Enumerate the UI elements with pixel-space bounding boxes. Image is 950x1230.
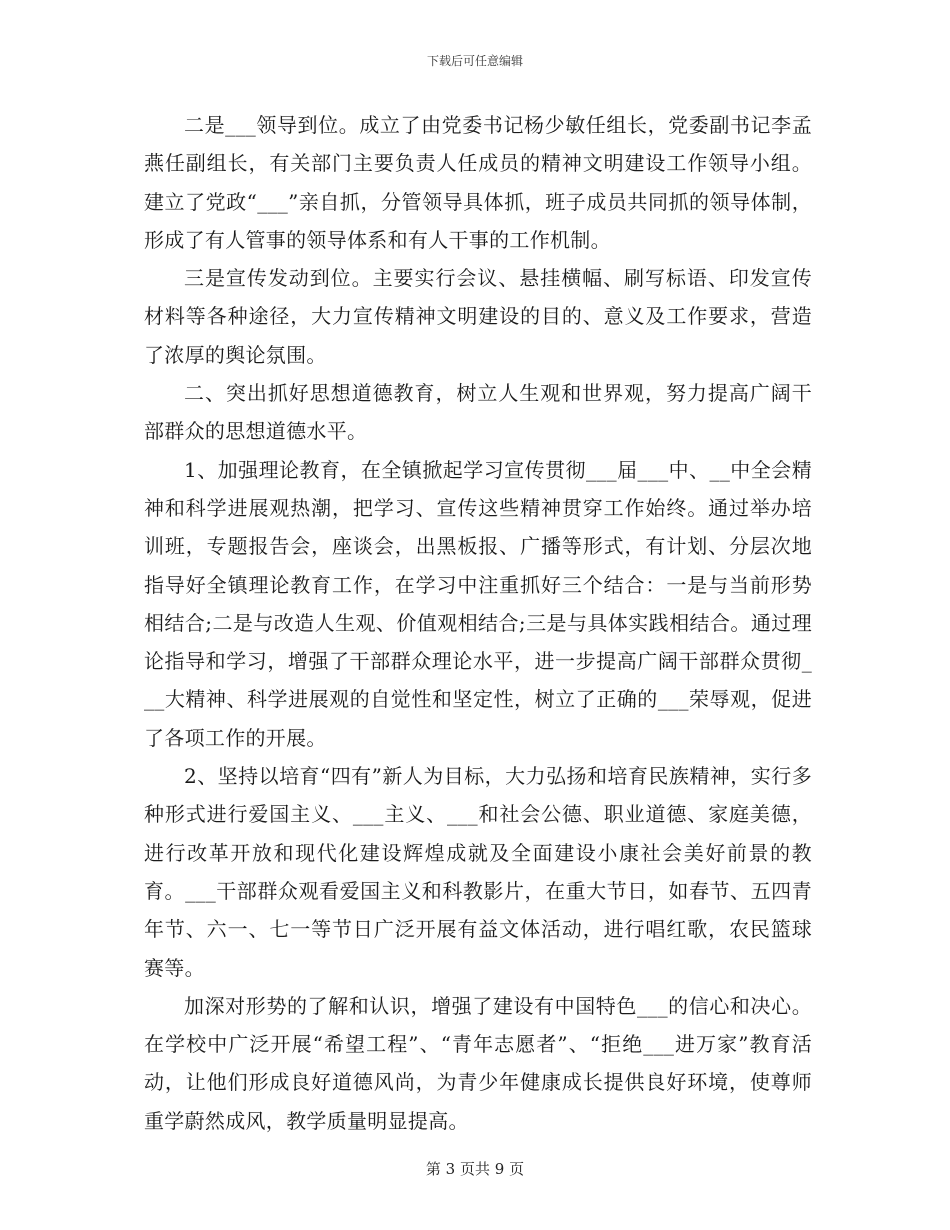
paragraph-section-heading: 二、突出抓好思想道德教育，树立人生观和世界观，努力提高广阔干部群众的思想道德水平。 [144, 381, 812, 444]
paragraph-theory-education: 1、加强理论教育，在全镇掀起学习宣传贯彻___届___中、__中全会精神和科学进展观热潮，把学习、宣传这些精神贯穿工作始终。通过举办培训班，专题报告会，座谈会，出黑板报、广播等形式，有计划、分层次地指导好全镇理论教育工作，在学习中注重抓好三个结合：一是与当前形势相结合;二是与改造人生观、价值观相结合;三是与具体实践相结合。通过理论指导和学习，增强了干部群众理论水平，进一步提高广阔干部群众贯彻___大精神、科学进展观的自觉性和坚定性，树立了正确的___荣辱观，促进了各项工作的开展。 [144, 457, 812, 750]
page-header-note: 下载后可任意编辑 [426, 54, 523, 68]
paragraph-leadership: 二是___领导到位。成立了由党委书记杨少敏任组长，党委副书记李孟燕任副组长，有关部门主要负责人任成员的精神文明建设工作领导小组。建立了党政“___”亲自抓，分管领导具体抓，班子成员共同抓的领导体制，形成了有人管事的领导体系和有人干事的工作机制。 [144, 113, 812, 252]
page-number: 第 3 页共 9 页 [425, 1160, 525, 1178]
document-body [144, 106, 812, 1140]
paragraph-publicity: 三是宣传发动到位。主要实行会议、悬挂横幅、刷写标语、印发宣传材料等各种途径，大力宣传精神文明建设的目的、意义及工作要求，营造了浓厚的舆论氛围。 [144, 266, 812, 367]
paragraph-situation-awareness: 加深对形势的了解和认识，增强了建设有中国特色___的信心和决心。在学校中广泛开展“希望工程”、“青年志愿者”、“拒绝___进万家”教育活动，让他们形成良好道德风尚，为青少年健康成长提供良好环境，使尊师重学蔚然成风，教学质量明显提高。 [144, 993, 812, 1133]
paragraph-four-haves: 2、坚持以培育“四有”新人为目标，大力弘扬和培育民族精神，实行多种形式进行爱国主义、___主义、___和社会公德、职业道德、家庭美德，进行改革开放和现代化建设辉煌成就及全面建设小康社会美好前景的教育。___干部群众观看爱国主义和科教影片，在重大节日，如春节、五四青年节、六一、七一等节日广泛开展有益文体活动，进行唱红歌，农民篮球赛等。 [144, 764, 812, 980]
